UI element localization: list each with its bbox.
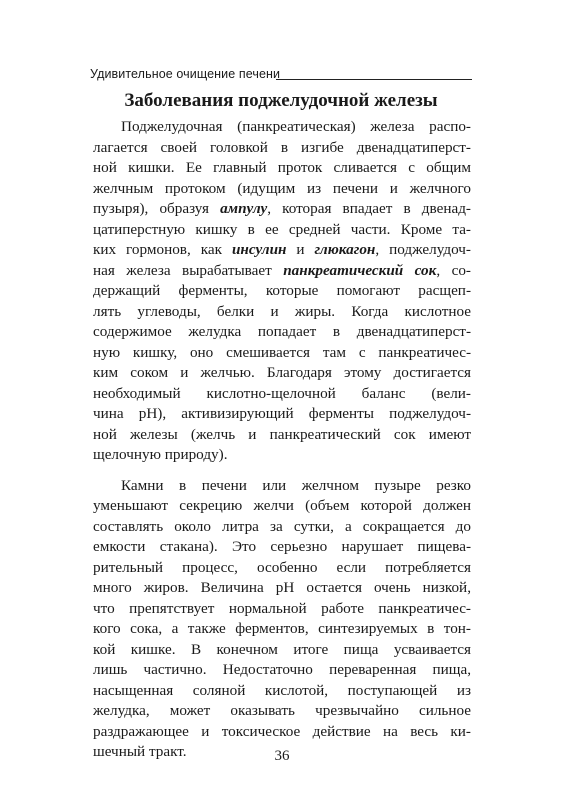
text-line: щелочную природу). xyxy=(93,446,228,463)
text-line: много жиров. Величина pH остается очень низкой, xyxy=(93,579,471,596)
paragraph-gap xyxy=(93,466,471,476)
text-line: раздражающее и токсическое действие на весь ки- xyxy=(93,722,471,740)
text-line: ких гормонов, как инсулин и глюкагон, поджелудоч- xyxy=(93,241,471,258)
text-line: необходимый кислотно-щелочной баланс (вели- xyxy=(93,384,471,402)
paragraph-1 xyxy=(93,117,471,466)
text-line: цатиперстную кишку в ее средней части. Кроме та- xyxy=(93,220,471,238)
text-line: шечный тракт. xyxy=(93,743,187,760)
page-number: 36 xyxy=(274,748,290,764)
emphasized-term: инсулин xyxy=(231,241,287,258)
text-line: желудка, может оказывать чрезвычайно сильное xyxy=(93,702,471,719)
running-title: Удивительное очищение печени xyxy=(90,67,281,81)
text-line: лагается своей головкой в изгибе двенадцатиперст- xyxy=(93,138,471,156)
emphasized-term: панкреатический сок xyxy=(283,261,437,279)
text-line: ким соком и желчью. Благодаря этому достигается xyxy=(93,364,471,381)
text-line: емкости стакана). Это серьезно нарушает пищева- xyxy=(93,538,471,555)
text-line: чина pH), активизирующий ферменты поджелудоч- xyxy=(93,405,471,422)
text-line: лять углеводы, белки и жиры. Когда кислотное xyxy=(93,302,471,320)
text-line: что препятствует нормальной работе панкреатичес- xyxy=(93,599,471,617)
text-line: содержимое желудка попадает в двенадцатиперст- xyxy=(93,323,471,340)
text-line: Поджелудочная (панкреатическая) железа распо- xyxy=(121,118,471,135)
text-line: ную кишку, оно смешивается там с панкреатичес- xyxy=(93,343,471,361)
text-line: рительный процесс, особенно если потребляется xyxy=(93,558,471,576)
text-line: Камни в печени или желчном пузыре резко xyxy=(121,476,471,494)
text-line: желчным протоком (идущим из печени и желчного xyxy=(93,179,471,197)
text-line: ная железа вырабатывает панкреатический сок, со- xyxy=(93,261,471,279)
body-text xyxy=(93,117,471,763)
text-line: составлять около литра за сутки, а сокращается до xyxy=(93,517,471,535)
header-rule xyxy=(276,79,472,80)
text-line: насыщенная соляной кислотой, поступающей из xyxy=(93,681,471,699)
text-line: кой кишке. В конечном итоге пища усваивается xyxy=(93,640,471,658)
text-line: уменьшают секрецию желчи (объем которой должен xyxy=(93,497,471,514)
text-line: держащий ферменты, которые помогают расщеп- xyxy=(93,282,471,299)
chapter-title: Заболевания поджелудочной железы xyxy=(124,90,438,111)
text-line: ной кишки. Ее главный проток сливается с общим xyxy=(93,159,471,176)
running-header xyxy=(90,66,472,84)
text-line: лишь частично. Недостаточно переваренная пища, xyxy=(93,661,471,678)
emphasized-term: ампулу xyxy=(220,200,268,217)
text-line: кого сока, а также ферментов, синтезируемых в тон- xyxy=(93,620,471,637)
text-line: пузыря), образуя ампулу, которая впадает в двенад- xyxy=(93,200,471,217)
emphasized-term: глюкагон xyxy=(314,241,376,258)
paragraph-2 xyxy=(93,476,471,763)
text-line: ной железы (желчь и панкреатический сок имеют xyxy=(93,425,471,443)
